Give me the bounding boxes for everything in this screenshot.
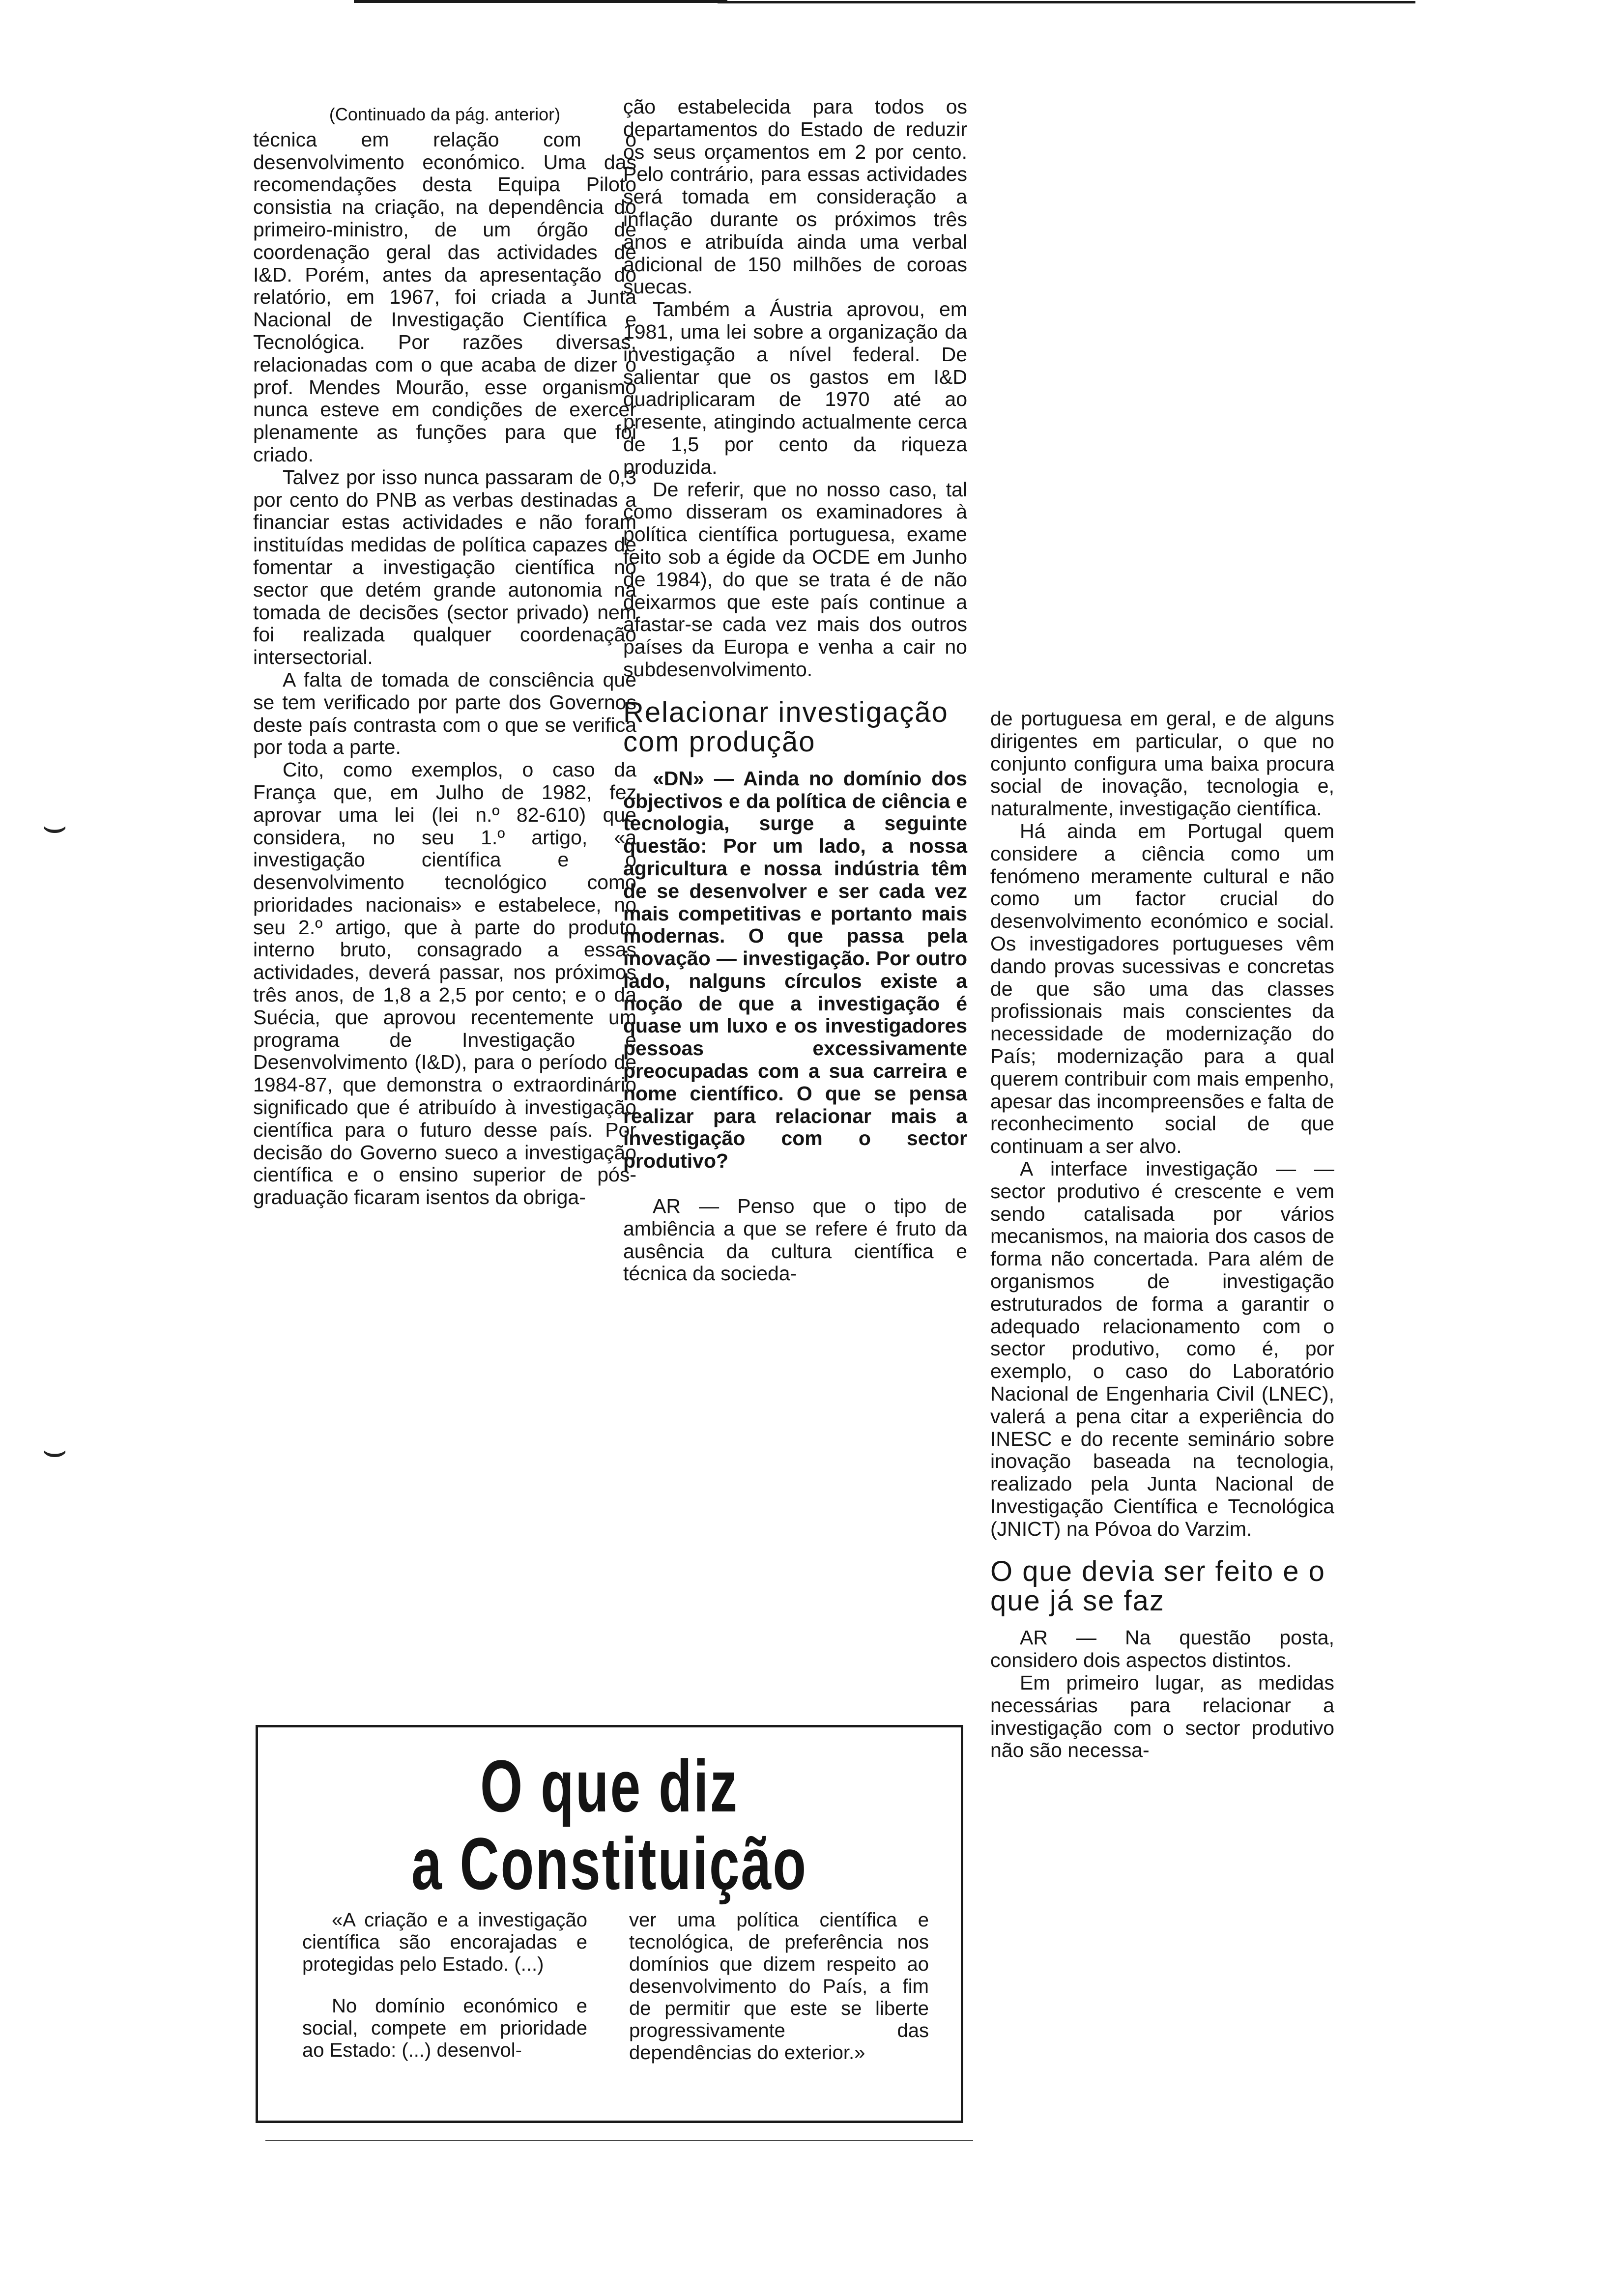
article-column-3: [990, 708, 1334, 1762]
paragraph: técnica em relação com o desenvolvimento económico. Uma das recomendações desta Equipa Piloto consistia na criação, na dependência do primeiro-ministro, de um órgão de coordenação geral das actividades de I&D. Porém, antes da apresentação do relatório, em 1967, foi criada a Junta Nacional de Investigação Científica e Tecnológica. Por razões diversas, relacionadas com o que acaba de dizer o prof. Mendes Mourão, esse organismo nunca esteve em condições de exercer plenamente as funções para que foi criado.: [253, 128, 636, 466]
paragraph: A interface investigação — — sector produtivo é crescente e vem sendo catalisada por vários mecanismos, na maioria dos casos de forma não concertada. Para além de organismos de investigação estruturados de forma a garantir o adequado relacionamento com o sector produtivo, como é, por exemplo, o caso do Laboratório Nacional de Engenharia Civil (LNEC), valerá a pena citar a experiência do INESC e do recente seminário sobre inovação baseada na tecnologia, realizado pela Junta Nacional de Investigação Científica e Tecnológica (JNICT) na Póvoa do Varzim.: [990, 1157, 1334, 1540]
paragraph: de portuguesa em geral, e de alguns dirigentes em particular, o que no conjunto configura uma baixa procura social de inovação, tecnologia e, naturalmente, investigação científica.: [990, 707, 1334, 820]
paragraph: ção estabelecida para todos os departamentos do Estado de reduzir os seus orçamentos em 2 por cento. Pelo contrário, para essas actividades será tomada em consideração a inflação durante os próximos três anos e atribuída ainda uma verbal adicional de 150 milhões de coroas suecas.: [623, 95, 967, 298]
paragraph: Cito, como exemplos, o caso da França que, em Julho de 1982, fez aprovar uma lei (lei n.º 82-610) que considera, no seu 1.º artigo, «a investigação científica e o desenvolvimento tecnológico como prioridades nacionais» e estabelece, no seu 2.º artigo, que à parte do produto interno bruto, consagrado a essas actividades, deverá passar, nos próximos três anos, de 1,8 a 2,5 por cento; e o da Suécia, que aprovou recentemente um programa de Investigação e Desenvolvimento (I&D), para o período de 1984-87, que demonstra o extraordinário significado que é atribuído à investigação científica para o futuro desse país. Por decisão do Governo sueco a investigação científica e o ensino superior de pós-graduação ficaram isentos da obriga-: [253, 758, 636, 1209]
paragraph: AR — Penso que o tipo de ambiência a que se refere é fruto da ausência da cultura científica e técnica da socieda-: [623, 1195, 967, 1285]
paragraph: Talvez por isso nunca passaram de 0,3 por cento do PNB as verbas destinadas a financiar estas actividades e não foram instituídas medidas de política capazes de fomentar a investigação científica no sector que detém grande autonomia na tomada de decisões (sector privado) nem foi realizada qualquer coordenação intersectorial.: [253, 465, 636, 669]
constitution-box: [256, 1725, 963, 2123]
paragraph: De referir, que no nosso caso, tal como disseram os examinadores à política científica portuguesa, exame feito sob a égide da OCDE em Junho de 1984), do que se trata é de não deixarmos que este país continue a afastar-se cada vez mais dos outros países da Europa e venha a cair no subdesenvolvimento.: [623, 478, 967, 681]
paragraph: Também a Áustria aprovou, em 1981, uma lei sobre a organização da investigação a nível federal. De salientar que os gastos em I&D quadriplicaram de 1970 até ao presente, atingindo actualmente cerca de 1,5 por cento da riqueza produzida.: [623, 298, 967, 478]
article-column-2: [623, 96, 967, 1285]
box-paragraph: «A criação e a investigação científica são encorajadas e protegidas pelo Estado. (...): [302, 1909, 587, 1975]
paragraph: Em primeiro lugar, as medidas necessárias para relacionar a investigação com o sector produtivo não são necessa-: [990, 1671, 1334, 1762]
box-paragraph: No domínio económico e social, compete em prioridade ao Estado: (...) desenvol-: [302, 1995, 587, 2061]
box-bottom-rule: [265, 2140, 973, 2141]
paragraph: Há ainda em Portugal quem considere a ciência como um fenómeno meramente cultural e não como um factor crucial do desenvolvimento económico e social. Os investigadores portugueses vêm dando provas sucessivas e concretas de que são uma das classes profissionais mais conscientes da necessidade de modernização do País; modernização para a qual querem contribuir com mais empenho, apesar das incompreensões e falta de reconhecimento social de que continuam a ser alvo.: [990, 819, 1334, 1158]
box-title-line: O que diz: [480, 1745, 739, 1827]
interview-question: «DN» — Ainda no domínio dos objectivos e da política de ciência e tecnologia, surge a seguinte questão: Por um lado, a nossa agricultura e nossa indústria têm de se desenvolver e ser cada vez mais competitivas e portanto mais modernas. O que passa pela inovação — investigação. Por outro lado, nalguns círculos existe a noção de que a investigação é quase um luxo e os investigadores pessoas excessivamente preocupadas com a sua carreira e nome científico. O que se pensa realizar para relacionar mais a investigação com o sector produtivo?: [623, 767, 967, 1173]
top-rule-left: [354, 0, 727, 3]
punch-hole-mark: ⌣: [42, 804, 68, 847]
section-subheading: Relacionar investigação com produção: [623, 696, 949, 758]
punch-hole-mark: ⌣: [42, 1428, 68, 1471]
article-column-1: [253, 103, 636, 1209]
box-title: [349, 1745, 869, 1905]
paragraph: AR — Na questão posta, considero dois aspectos distintos.: [990, 1626, 1334, 1672]
box-column-2: [629, 1909, 929, 2064]
box-title-line: a Constituição: [411, 1822, 808, 1905]
continued-note: (Continuado da pág. anterior): [329, 104, 561, 124]
paragraph: A falta de tomada de consciência que se tem verificado por parte dos Governos deste país contrasta com o que se verifica por toda a parte.: [253, 668, 636, 759]
top-rule-right: [718, 1, 1415, 3]
box-paragraph: ver uma política científica e tecnológica, de preferência nos domínios que dizem respeito ao desenvolvimento do País, a fim de permitir que este se liberte progressivamente das dependências do exterior.»: [629, 1909, 929, 2064]
section-subheading: O que devia ser feito e o que já se faz: [990, 1555, 1325, 1617]
box-column-1: [302, 1909, 587, 2062]
